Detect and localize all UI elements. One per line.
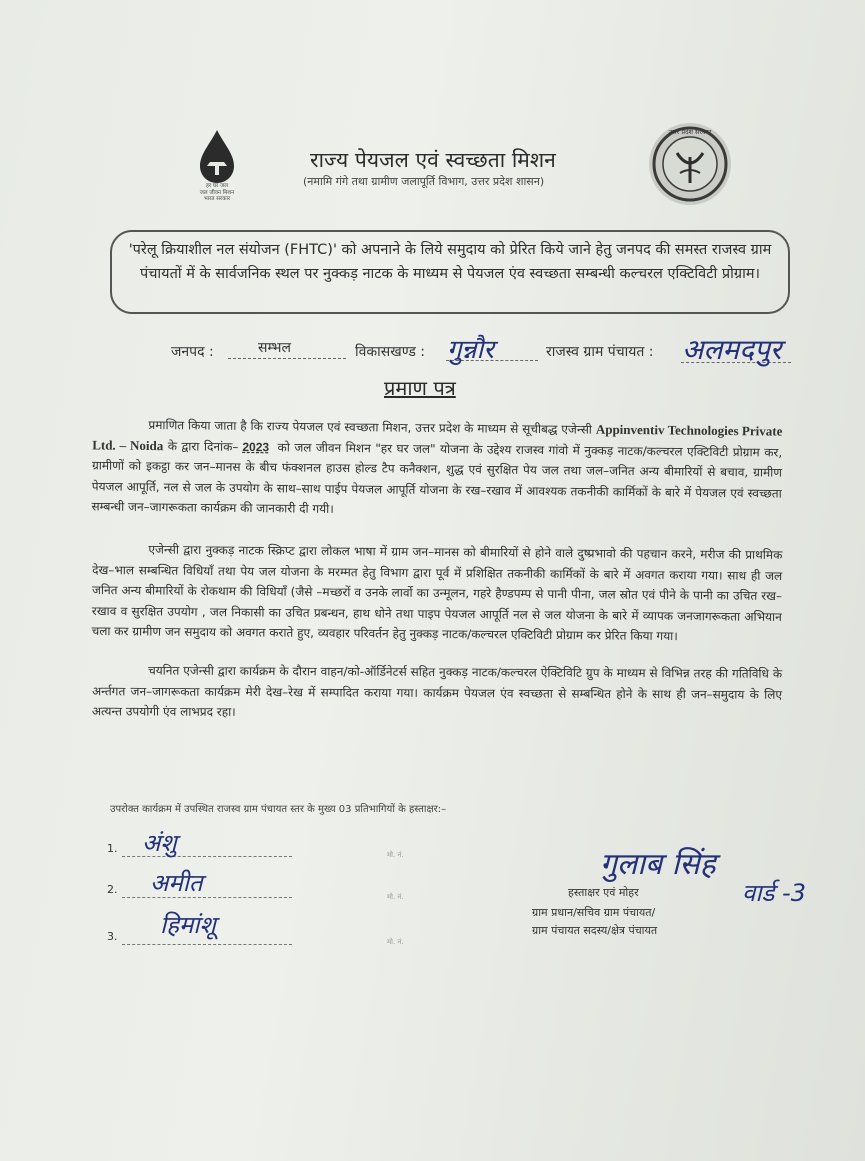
mission-title: राज्य पेयजल एवं स्वच्छता मिशन	[310, 148, 556, 172]
program-description-box: 'परेलू क्रियाशील नल संयोजन (FHTC)' को अपनाने के लिये समुदाय को प्रेरित किये जाने हेतु जनपद की समस्त राजस्व ग्राम पंचायतों में के सार्वजनिक स्थल पर नुक्कड़ नाटक के माध्यम से पेयजल एंव स्वच्छता सम्बन्धी कल्चरल एक्टिविटी प्रोग्राम।	[110, 230, 790, 314]
seal-text: उत्तर प्रदेश सरकार	[668, 128, 712, 136]
paragraph-text: प्रमाणित किया जाता है कि राज्य पेयजल एवं स्वच्छता मिशन, उत्तर प्रदेश के माध्यम से सूचीबद्ध एजेन्सी	[148, 417, 593, 437]
participant-number: 2.	[107, 883, 118, 896]
district-blank	[228, 358, 346, 359]
participant-signature-1: अंशु	[142, 829, 177, 857]
participant-signature-3: हिमांशू	[160, 911, 216, 939]
logo-text-line: जल जीवन मिशन	[199, 189, 235, 196]
up-government-seal	[647, 121, 733, 207]
district-label: जनपद :	[171, 344, 214, 360]
signature-and-seal-label: हस्ताक्षर एवं मोहर	[568, 886, 639, 899]
paragraph-text: को जल जीवन मिशन "हर घर जल" योजना के उद्देश्य राजस्व गांवो में नुक्कड़ नाटक/कल्चरल एक्टिविटी प्रोग्राम कर, ग्रामीणों को इकट्ठा कर जन–मानस के बीच फंक्शनल हाउस होल्ड टैप कनैक्शन, शुद्ध एवं सुरक्षित पेय जल तथा जल–जनित अन्य बीमारियों से बचाव, ग्रामीण पेयजल आपूर्ति, नल से जल के उपयोग के साथ–साथ पाईप पेयजल आपूर्ति योजना के रख–रखाव में आवश्यक तकनीकी कार्मिकों के बारे में पेयजल एवं स्वच्छता सम्बन्धी जन–जागरूकता कार्यक्रम की जानकारी दी गयी।	[91, 439, 783, 516]
block-handwritten-value: गुन्नौर	[447, 335, 494, 365]
mobile-label: मो. नं.	[387, 851, 404, 859]
participant-number: 1.	[107, 842, 118, 855]
signature-line	[122, 944, 292, 945]
mobile-label: मो. नं.	[387, 938, 404, 946]
logo-text-line: हर घर जल	[206, 183, 228, 189]
participants-signature-intro: उपरोक्त कार्यक्रम में उपस्थित राजस्व ग्राम पंचायत स्तर के मुख्य 03 प्रतिभागियों के हस्ताक्षर:–	[110, 804, 447, 815]
mobile-label: मो. नं.	[387, 893, 404, 901]
official-signature: गुलाब सिंह	[600, 847, 716, 882]
gram-panchayat-label: राजस्व ग्राम पंचायत :	[546, 344, 654, 360]
logo-text-line: भारत सरकार	[203, 196, 231, 202]
body-paragraph-3	[92, 660, 782, 725]
agency-name: Appinventiv Technologies Private Ltd. – Noida	[92, 421, 783, 453]
participant-number: 3.	[107, 930, 118, 943]
body-paragraph-2	[92, 539, 783, 648]
body-paragraph-1	[91, 414, 782, 524]
ward-number: वार्ड -3	[742, 879, 806, 907]
gram-panchayat-handwritten-value: अलमदपुर	[682, 333, 782, 366]
paragraph-text: एजेन्सी द्वारा नुक्कड़ नाटक स्क्रिप्ट द्वारा लोकल भाषा में ग्राम जन–मानस को बीमारियों से होने वाले दुष्प्रभावो की पहचान करने, मरीज की प्राथमिक देख–भाल सम्बन्धित विधियाँ तथा पेय जल योजना के मरम्मत हेतु विभाग द्वारा पूर्व में प्रशिक्षित तकनीकी कार्मिकों के बारे में अवगत कराया गया। साथ ही जल जनित अन्य बीमारियों के रोकथाम की विधियाँ (जैसे –मच्छरों व उनके लार्वो का उन्मूलन, गहरे हैण्डपम्प से पानी पीना, जल स्रोत एवं पीने के पानी का उचित रख–रखाव व सुरक्षित उपयोग , जल निकासी का उचित प्रबन्धन, हाथ धोने तथा पाइप पेयजल आपूर्ति नल से जल योजना के बारे में व्यापक जनजागरूकता अभियान चला कर ग्रामीण जन समुदाय को अवगत कराते हुए, व्यवहार परिवर्तन हेतु नुक्कड़ नाटक/कल्चरल एक्टिविटी प्रोग्राम कर प्रेरित किया गया।	[91, 542, 783, 644]
signature-line	[122, 897, 292, 898]
paragraph-text: चयनित एजेन्सी द्वारा कार्यक्रम के दौरान वाहन/को-ऑर्डिनेटर्स सहित नुक्कड़ नाटक/कल्चरल ऐक्टिविटि ग्रुप के माध्यम से विभिन्न तरह की गतिविधि के अर्न्तगत जन–जागरूकता कार्यक्रम मेरी देख–रेख में सम्पादित कराया गया। कार्यक्रम पेयजल एंव स्वच्छता से सम्बन्धित होने के साथ ही जन–समुदाय के लिए अत्यन्त उपयोगी एंव लाभप्रद रहा।	[91, 663, 783, 719]
block-label: विकासखण्ड :	[355, 344, 426, 360]
program-date: 2023	[242, 439, 270, 454]
jal-jeevan-mission-logo	[186, 128, 248, 206]
official-designation: ग्राम पंचायत सदस्य/क्षेत्र पंचायत	[532, 924, 658, 937]
paragraph-text: के द्वारा दिनांक–	[167, 438, 239, 454]
mission-subtitle: (नमामि गंगे तथा ग्रामीण जलापूर्ति विभाग, उत्तर प्रदेश शासन)	[303, 175, 545, 188]
official-designation: ग्राम प्रधान/सचिव ग्राम पंचायत/	[532, 906, 656, 919]
participant-signature-2: अमीत	[150, 869, 203, 897]
district-value: सम्भल	[258, 340, 291, 356]
certificate-title: प्रमाण पत्र	[384, 376, 456, 400]
